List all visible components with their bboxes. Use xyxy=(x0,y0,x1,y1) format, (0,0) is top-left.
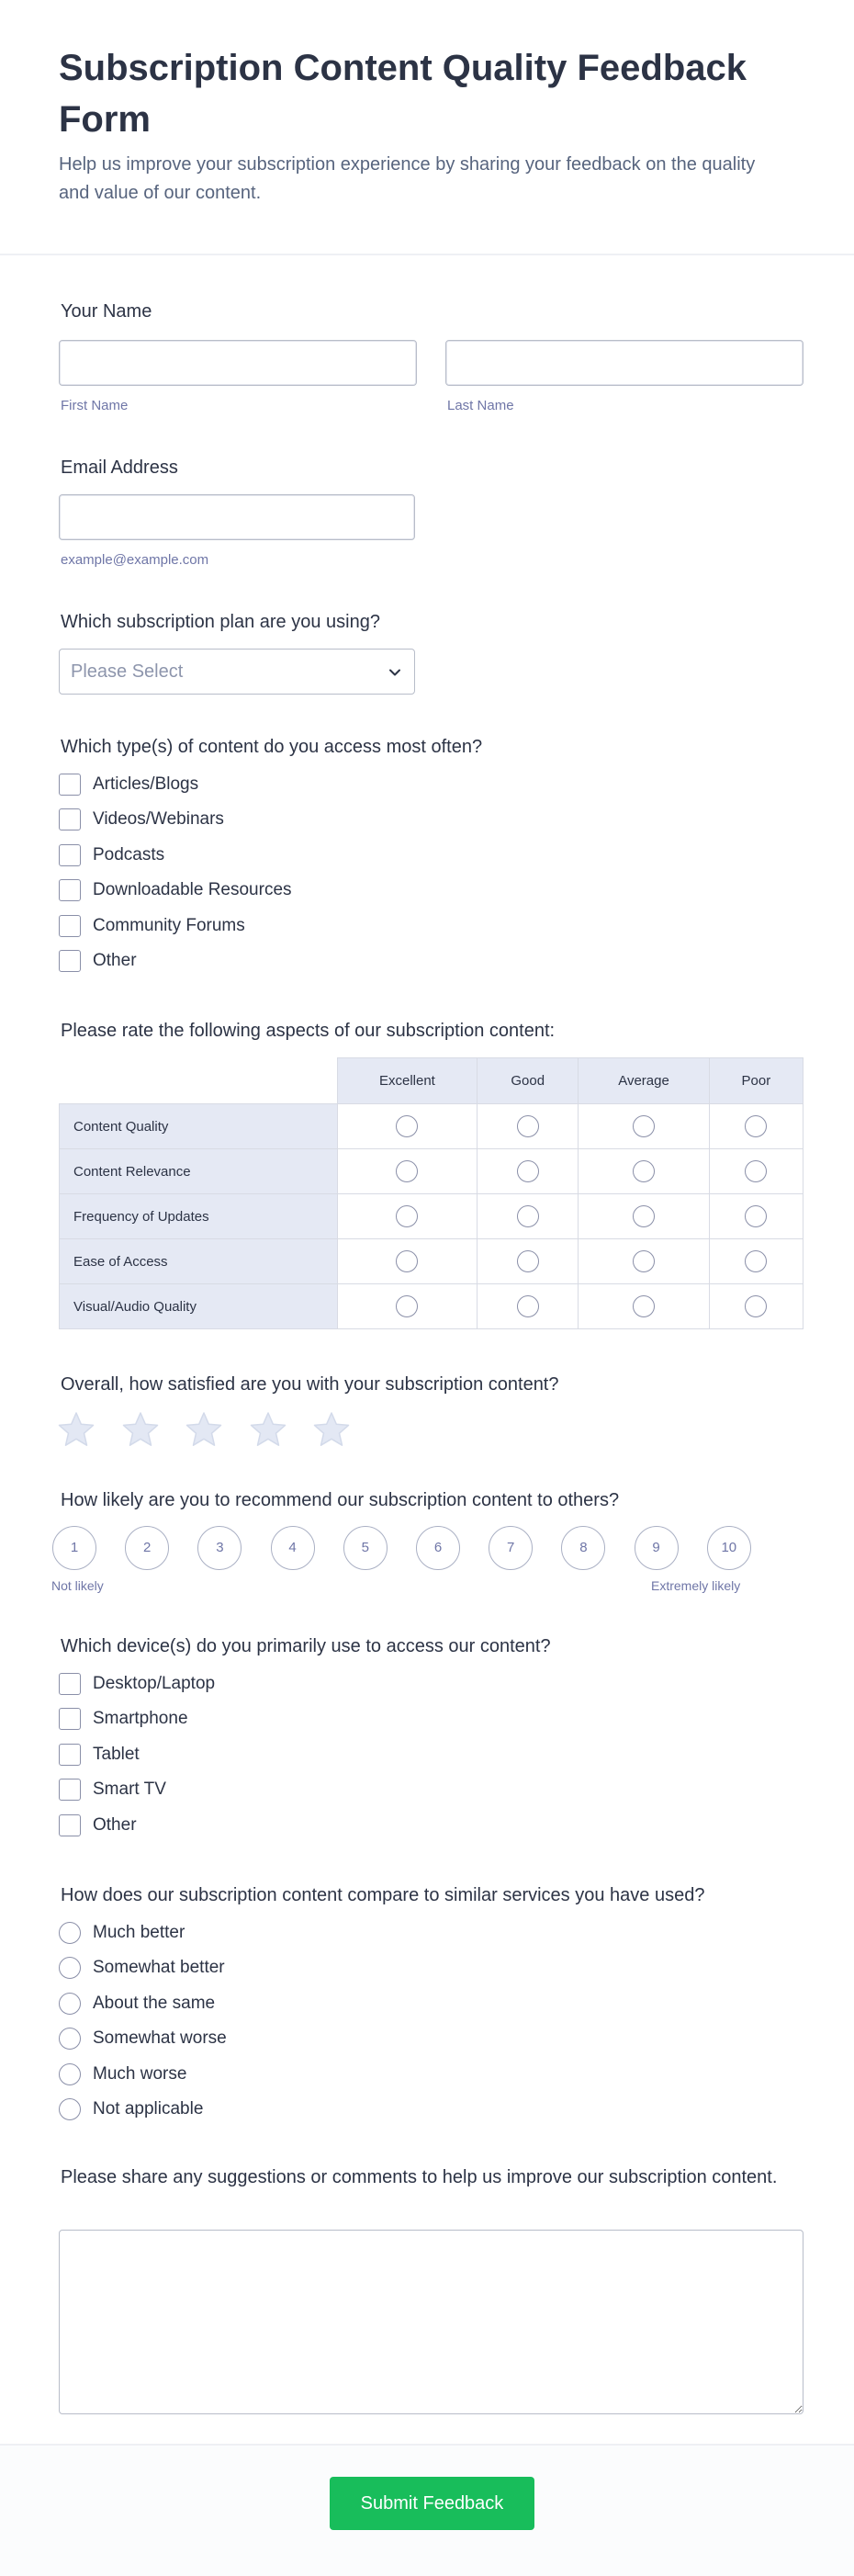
content-type-option-label: Podcasts xyxy=(93,844,165,864)
matrix-cell xyxy=(579,1284,709,1329)
matrix-cell xyxy=(579,1239,709,1284)
matrix-row-label: Content Quality xyxy=(60,1104,338,1149)
matrix-radio-button[interactable] xyxy=(633,1115,655,1137)
scale-number-button[interactable]: 7 xyxy=(489,1526,533,1570)
chevron-down-icon xyxy=(387,664,403,681)
matrix-radio-button[interactable] xyxy=(745,1160,767,1182)
matrix-column-header: Poor xyxy=(709,1058,803,1104)
device-option-label: Tablet xyxy=(93,1744,140,1764)
scale-number-button[interactable]: 10 xyxy=(707,1526,751,1570)
comparison-option-label: About the same xyxy=(93,1993,216,2013)
checkbox[interactable] xyxy=(59,1673,81,1695)
radio-button[interactable] xyxy=(59,1957,81,1979)
rating-matrix xyxy=(59,1057,803,1329)
matrix-radio-button[interactable] xyxy=(745,1205,767,1227)
devices-label: Which device(s) do you primarily use to access our content? xyxy=(61,1636,551,1656)
satisfaction-label: Overall, how satisfied are you with your subscription content? xyxy=(61,1374,559,1395)
star-icon[interactable] xyxy=(121,1410,160,1449)
radio-button[interactable] xyxy=(59,2098,81,2120)
matrix-cell xyxy=(709,1284,803,1329)
recommend-label: How likely are you to recommend our subscription content to others? xyxy=(61,1490,620,1510)
matrix-radio-button[interactable] xyxy=(396,1295,418,1317)
form-subtitle: Help us improve your subscription experience by sharing your feedback on the quality and value of our content. xyxy=(59,154,756,203)
matrix-row-label: Content Relevance xyxy=(60,1149,338,1194)
content-type-option-label: Articles/Blogs xyxy=(93,774,199,794)
device-option-label: Smart TV xyxy=(93,1779,166,1800)
matrix-radio-button[interactable] xyxy=(396,1250,418,1272)
matrix-radio-button[interactable] xyxy=(633,1295,655,1317)
matrix-cell xyxy=(478,1149,579,1194)
submit-button[interactable]: Submit Feedback xyxy=(330,2477,534,2530)
checkbox[interactable] xyxy=(59,1779,81,1801)
content-type-option-label: Videos/Webinars xyxy=(93,809,224,830)
email-label: Email Address xyxy=(61,458,178,478)
comparison-option-label: Much better xyxy=(93,1923,185,1942)
star-icon[interactable] xyxy=(57,1410,96,1449)
scale-number-button[interactable]: 9 xyxy=(635,1526,679,1570)
scale-number-button[interactable]: 3 xyxy=(197,1526,242,1570)
scale-number-button[interactable]: 2 xyxy=(125,1526,169,1570)
matrix-cell xyxy=(337,1194,477,1239)
first-name-sublabel: First Name xyxy=(61,398,129,413)
star-icon[interactable] xyxy=(185,1410,223,1449)
checkbox[interactable] xyxy=(59,1814,81,1836)
matrix-corner xyxy=(60,1058,338,1104)
radio-button[interactable] xyxy=(59,2028,81,2050)
matrix-row xyxy=(60,1194,803,1239)
matrix-row xyxy=(60,1149,803,1194)
device-option-label: Desktop/Laptop xyxy=(93,1674,216,1693)
plan-label: Which subscription plan are you using? xyxy=(61,612,380,632)
matrix-column-header: Good xyxy=(478,1058,579,1104)
device-option-label: Smartphone xyxy=(93,1709,188,1729)
matrix-cell xyxy=(709,1239,803,1284)
checkbox[interactable] xyxy=(59,774,81,796)
matrix-cell xyxy=(337,1284,477,1329)
matrix-row-label: Ease of Access xyxy=(60,1239,338,1284)
matrix-radio-button[interactable] xyxy=(517,1160,539,1182)
matrix-radio-button[interactable] xyxy=(633,1250,655,1272)
matrix-cell xyxy=(478,1284,579,1329)
email-sublabel: example@example.com xyxy=(61,552,209,568)
matrix-cell xyxy=(478,1104,579,1149)
last-name-sublabel: Last Name xyxy=(447,398,514,413)
checkbox[interactable] xyxy=(59,844,81,866)
rating-matrix-label: Please rate the following aspects of our subscription content: xyxy=(61,1021,556,1041)
comments-label: Please share any suggestions or comments to help us improve our subscription content. xyxy=(61,2167,778,2187)
first-name-input[interactable] xyxy=(59,340,417,386)
scale-number-button[interactable]: 1 xyxy=(52,1526,96,1570)
matrix-row xyxy=(60,1239,803,1284)
matrix-cell xyxy=(709,1194,803,1239)
star-icon[interactable] xyxy=(312,1410,351,1449)
device-option-label: Other xyxy=(93,1814,137,1835)
content-type-option-label: Community Forums xyxy=(93,915,245,935)
content-types-label: Which type(s) of content do you access most often? xyxy=(61,737,483,757)
matrix-column-header: Excellent xyxy=(337,1058,477,1104)
scale-number-button[interactable]: 5 xyxy=(343,1526,388,1570)
checkbox[interactable] xyxy=(59,950,81,972)
comparison-label: How does our subscription content compare to similar services you have used? xyxy=(61,1885,705,1905)
matrix-radio-button[interactable] xyxy=(745,1250,767,1272)
form-header xyxy=(0,0,854,255)
matrix-radio-button[interactable] xyxy=(396,1115,418,1137)
matrix-radio-button[interactable] xyxy=(633,1205,655,1227)
matrix-radio-button[interactable] xyxy=(745,1115,767,1137)
comparison-option-label: Somewhat worse xyxy=(93,2028,227,2049)
scale-low-label: Not likely xyxy=(51,1578,104,1593)
matrix-radio-button[interactable] xyxy=(517,1115,539,1137)
content-type-option-label: Downloadable Resources xyxy=(93,880,292,900)
matrix-cell xyxy=(709,1149,803,1194)
name-label: Your Name xyxy=(61,301,152,322)
star-icon[interactable] xyxy=(249,1410,287,1449)
radio-button[interactable] xyxy=(59,2063,81,2085)
matrix-cell xyxy=(579,1194,709,1239)
matrix-column-header: Average xyxy=(579,1058,709,1104)
last-name-input[interactable] xyxy=(445,340,803,386)
comparison-option-label: Somewhat better xyxy=(93,1958,225,1978)
comparison-option-label: Much worse xyxy=(93,2063,187,2084)
matrix-radio-button[interactable] xyxy=(745,1295,767,1317)
scale-number-button[interactable]: 8 xyxy=(561,1526,605,1570)
matrix-cell xyxy=(579,1149,709,1194)
matrix-cell xyxy=(337,1104,477,1149)
checkbox[interactable] xyxy=(59,1744,81,1766)
matrix-cell xyxy=(709,1104,803,1149)
matrix-row xyxy=(60,1104,803,1149)
checkbox[interactable] xyxy=(59,808,81,830)
scale-number-button[interactable]: 4 xyxy=(271,1526,315,1570)
matrix-row-label: Frequency of Updates xyxy=(60,1194,338,1239)
matrix-cell xyxy=(337,1149,477,1194)
scale-number-button[interactable]: 6 xyxy=(416,1526,460,1570)
matrix-radio-button[interactable] xyxy=(517,1250,539,1272)
plan-select-placeholder: Please Select xyxy=(71,661,184,682)
matrix-cell xyxy=(478,1194,579,1239)
scale-high-label: Extremely likely xyxy=(651,1578,741,1593)
matrix-row-label: Visual/Audio Quality xyxy=(60,1284,338,1329)
form-title: Subscription Content Quality Feedback Form xyxy=(59,48,747,140)
matrix-cell xyxy=(478,1239,579,1284)
matrix-radio-button[interactable] xyxy=(396,1205,418,1227)
content-type-option-label: Other xyxy=(93,951,137,970)
matrix-radio-button[interactable] xyxy=(517,1295,539,1317)
matrix-radio-button[interactable] xyxy=(517,1205,539,1227)
radio-button[interactable] xyxy=(59,1922,81,1944)
checkbox[interactable] xyxy=(59,915,81,937)
comparison-option-label: Not applicable xyxy=(93,2099,204,2118)
matrix-radio-button[interactable] xyxy=(396,1160,418,1182)
email-input[interactable] xyxy=(59,494,415,540)
checkbox[interactable] xyxy=(59,1708,81,1730)
matrix-cell xyxy=(337,1239,477,1284)
checkbox[interactable] xyxy=(59,879,81,901)
matrix-cell xyxy=(579,1104,709,1149)
radio-button[interactable] xyxy=(59,1993,81,2015)
matrix-radio-button[interactable] xyxy=(633,1160,655,1182)
comments-textarea[interactable] xyxy=(59,2230,803,2414)
matrix-row xyxy=(60,1284,803,1329)
plan-select[interactable] xyxy=(59,649,415,695)
